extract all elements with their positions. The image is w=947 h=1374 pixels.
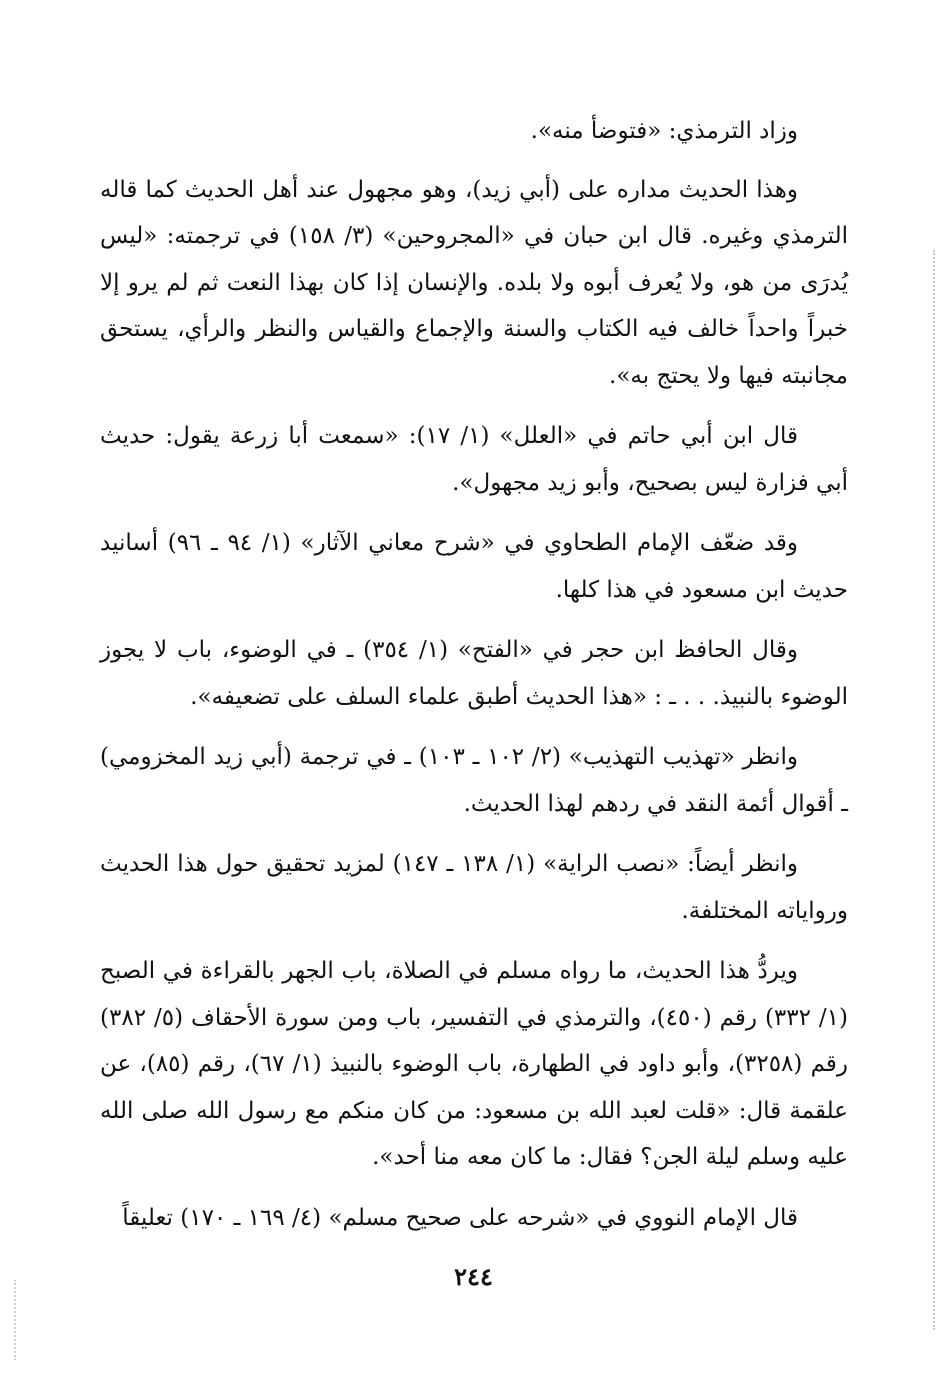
- paragraph-tirmidhi-addition: وزاد الترمذي: «فتوضأ منه».: [530, 118, 798, 144]
- paragraph-tahdhib: وانظر «تهذيب التهذيب» (٢/ ١٠٢ ـ ١٠٣) ـ في ترجمة (أبي زيد المخزومي) ـ أقوال أئمة النقد في ردهم لهذا الحديث.: [100, 744, 848, 817]
- paragraph-nasb-al-raya: وانظر أيضاً: «نصب الراية» (١/ ١٣٨ ـ ١٤٧) لمزيد تحقيق حول هذا الحديث ورواياته المختلفة.: [100, 851, 848, 924]
- scan-edge-artifact-left: [14, 1280, 16, 1360]
- paragraph-ibn-abi-hatim: قال ابن أبي حاتم في «العلل» (١/ ١٧): «سمعت أبا زرعة يقول: حديث أبي فزارة ليس بصحيح، وأبو زيد مجهول».: [100, 423, 848, 496]
- scan-edge-artifact: [933, 250, 935, 1330]
- body-text: [100, 108, 848, 1255]
- paragraph-ibn-hajar: وقال الحافظ ابن حجر في «الفتح» (١/ ٣٥٤) ـ في الوضوء، باب لا يجوز الوضوء بالنبيذ. . . ـ : «هذا الحديث أطبق علماء السلف على تضعيفه».: [100, 637, 848, 710]
- paragraph-muslim-refutation: ويردُّ هذا الحديث، ما رواه مسلم في الصلاة، باب الجهر بالقراءة في الصبح (١/ ٣٣٢) رقم (٤٥٠)، والترمذي في التفسير، باب ومن سورة الأحقاف (٥/ ٣٨٢) رقم (٣٢٥٨)، وأبو داود في الطهارة، باب الوضوء بالنبيذ (١/ ٦٧)، رقم (٨٥)، عن علقمة قال: «قلت لعبد الله بن مسعود: من كان منكم مع رسول الله صلى الله عليه وسلم ليلة الجن؟ فقال: ما كان معه منا أحد».: [100, 958, 849, 1170]
- page-number: ٢٤٤: [454, 1262, 493, 1291]
- paragraph-abu-zaid-unknown: وهذا الحديث مداره على (أبي زيد)، وهو مجهول عند أهل الحديث كما قاله الترمذي وغيره. قال ابن حبان في «المجروحين» (٣/ ١٥٨) في ترجمته: «ليس يُدرَى من هو، ولا يُعرف أبوه ولا بلده. والإنسان إذا كان بهذا النعت ثم لم يرو إلا خبراً واحداً خالف فيه الكتاب والسنة والإجماع والقياس والنظر والرأي، يستحق مجانبته فيها ولا يحتج به».: [100, 176, 848, 389]
- paragraph-nawawi: قال الإمام النووي في «شرحه على صحيح مسلم» (٤/ ١٦٩ ـ ١٧٠) تعليقاً: [122, 1204, 798, 1231]
- paragraph-tahawi: وقد ضعّف الإمام الطحاوي في «شرح معاني الآثار» (١/ ٩٤ ـ ٩٦) أسانيد حديث ابن مسعود في هذا كلها.: [100, 530, 848, 603]
